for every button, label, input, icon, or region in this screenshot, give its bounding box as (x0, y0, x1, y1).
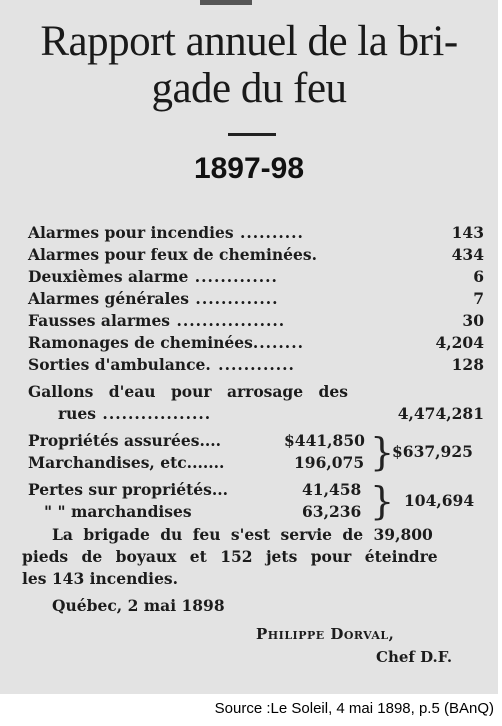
leader-dots: ........ (252, 333, 304, 352)
stat-row-sorties-ambulance (28, 354, 484, 376)
insured-total: $637,925 (392, 442, 473, 461)
leader-dots: ................. (96, 404, 212, 423)
leader-dots: . ............ (205, 355, 295, 374)
stat-value: 7 (473, 289, 484, 308)
title-line-2: gade du feu (151, 65, 347, 112)
losses-total: 104,694 (404, 491, 475, 510)
stat-value: 6 (473, 267, 484, 286)
brace-losses: } (370, 479, 395, 523)
stat-row-deuxiemes-alarme (28, 266, 484, 288)
pertes-proprietes-label: Pertes sur propriétés... (28, 480, 229, 499)
brace-insured: } (370, 430, 395, 474)
paragraph-line-1: La brigade du feu s'est servie de 39,800 (52, 525, 433, 544)
article-title (0, 18, 498, 112)
leader-dots: ............. (188, 267, 278, 286)
stat-label: Alarmes pour feux de cheminées (28, 245, 312, 264)
proprietes-assurees-value: $441,850 (284, 431, 365, 450)
report-year: 1897-98 (193, 152, 305, 185)
paragraph-line-2: pieds de boyaux et 152 jets pour éteindre (22, 547, 438, 566)
stat-row-fausses-alarmes (28, 310, 484, 332)
title-line-1: Rapport annuel de la bri- (40, 18, 458, 65)
gallons-row (28, 403, 484, 425)
gallons-value: 4,474,281 (397, 404, 484, 423)
pertes-marchandises-label: " " marchandises (44, 502, 192, 521)
paragraph-line-3: les 143 incendies. (22, 569, 179, 588)
stat-value: 143 (451, 223, 484, 242)
signature-title: Chef D.F. (376, 648, 453, 666)
leader-dots: ............. (189, 289, 279, 308)
stat-row-ramonages (28, 332, 484, 354)
stat-label: Alarmes générales (28, 289, 190, 308)
stat-value: 128 (451, 355, 484, 374)
stat-label: Deuxièmes alarme (28, 267, 189, 286)
stat-label: Ramonages de cheminées (28, 333, 253, 352)
marchandises-label: Marchandises, etc....... (28, 453, 225, 472)
stat-row-alarmes-generales (28, 288, 484, 310)
stat-label: Alarmes pour incendies (28, 223, 234, 242)
pertes-marchandises-value: 63,236 (302, 502, 362, 521)
leader-dots: . (311, 245, 319, 264)
stat-value: 434 (451, 245, 484, 264)
leader-dots: ................. (170, 311, 286, 330)
gallons-label: Gallons d'eau pour arrosage des (28, 382, 348, 401)
source-caption: Source :Le Soleil, 4 mai 1898, p.5 (BAnQ) (214, 700, 494, 717)
marchandises-value: 196,075 (294, 453, 365, 472)
pertes-proprietes-value: 41,458 (302, 480, 362, 499)
proprietes-assurees-label: Propriétés assurées.... (28, 431, 222, 450)
stat-label: Sorties d'ambulance (28, 355, 206, 374)
gallons-label-line-1 (28, 381, 484, 403)
gallons-label-rues: rues (58, 404, 97, 423)
stat-value: 4,204 (435, 333, 484, 352)
title-divider (228, 133, 276, 136)
stat-label: Fausses alarmes (28, 311, 171, 330)
dateline: Québec, 2 mai 1898 (52, 596, 225, 615)
top-rule (200, 0, 252, 5)
stat-row-alarmes-incendies (28, 222, 484, 244)
stat-row-feux-cheminees (28, 244, 484, 266)
leader-dots: .......... (233, 223, 304, 242)
signature-name: Philippe Dorval, (256, 625, 395, 643)
stat-value: 30 (462, 311, 484, 330)
